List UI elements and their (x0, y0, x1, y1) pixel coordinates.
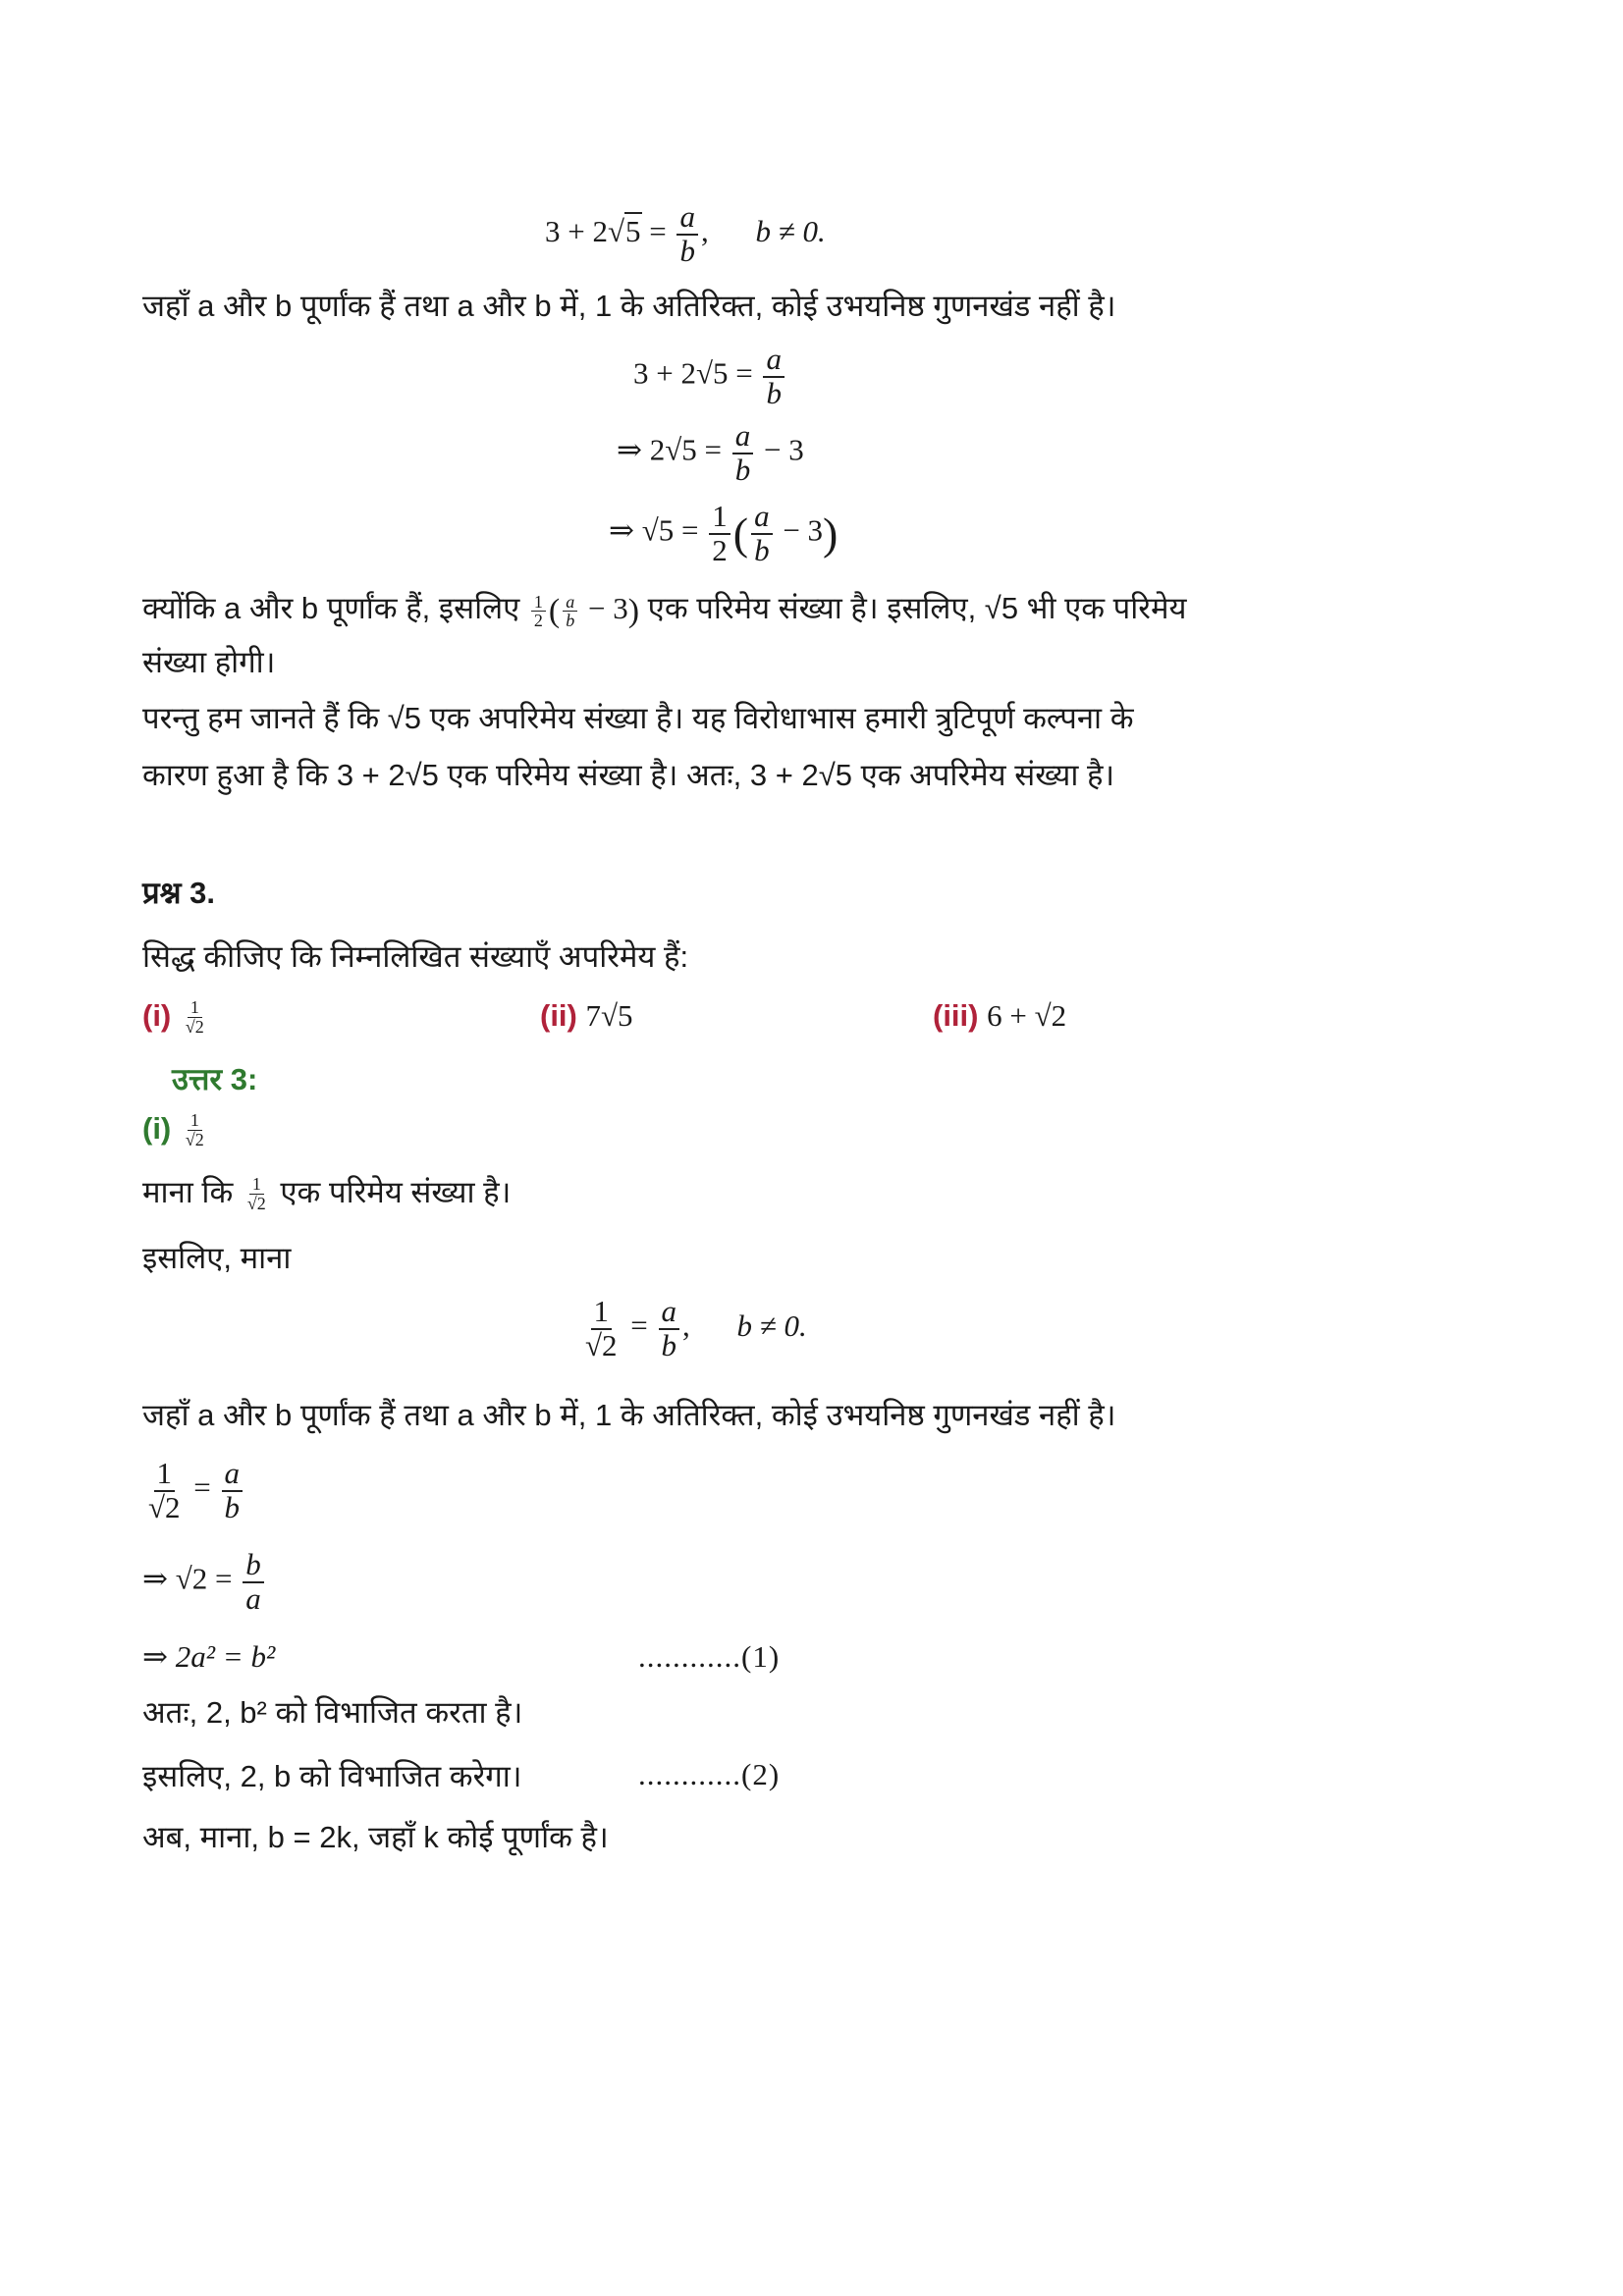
because-line-2: संख्या होगी। (142, 645, 276, 679)
derivation-step-2: ⇒ 2√5 = $\frac{a}{b}$ − 3 (617, 418, 804, 487)
answer-where-line: जहाँ a और b पूर्णांक हैं तथा a और b में, 1 के अतिरिक्त, कोई उभयनिष्ठ गुणनखंड नहीं है। (142, 1398, 1116, 1432)
question-part-iii: (iii) 6 + √2 (933, 998, 1067, 1033)
equation-condition: b ≠ 0. (755, 213, 826, 248)
but-line-1: परन्तु हम जानते हैं कि √5 एक अपरिमेय संख्या है। यह विरोधाभास हमारी त्रुटिपूर्ण कल्पना के (142, 701, 1134, 735)
answer-assumption-equation: $\frac{1}{√2}$ = $\frac{a}{b}$ , b ≠ 0. (585, 1294, 807, 1362)
therefore-suppose-line: इसलिए, माना (142, 1241, 292, 1275)
fraction-a-over-b: $\frac{a}{b}$ (676, 201, 698, 267)
divides-b-line: इसलिए, 2, b को विभाजित करेगा। (142, 1759, 522, 1793)
question-title: प्रश्न 3. (142, 876, 216, 910)
derivation-step-1: 3 + 2√5 = $\frac{a}{b}$ (633, 344, 787, 409)
divides-b2-line: अतः, 2, b² को विभाजित करता है। (142, 1695, 523, 1730)
question-part-ii: (ii) 7√5 (540, 998, 633, 1033)
equation-lhs: 3 + 2√5 = (545, 213, 667, 248)
answer-step-3: ⇒ 2a² = b² (142, 1639, 276, 1674)
where-line: जहाँ a और b पूर्णांक हैं तथा a और b में, 1 के अतिरिक्त, कोई उभयनिष्ठ गुणनखंड नहीं है। (142, 289, 1116, 323)
derivation-step-3: ⇒ √5 = $\frac{1}{2}$ ( $\frac{a}{b}$ − 3) (609, 499, 839, 567)
answer-step-1: $\frac{1}{√2}$ = $\frac{a}{b}$ (142, 1458, 245, 1523)
answer-step-2: ⇒ √2 = $\frac{b}{a}$ (142, 1549, 267, 1615)
suppose-line: माना कि $\frac{1}{√2}$ एक परिमेय संख्या है। (142, 1174, 512, 1214)
equation-ref-1: ............(1) (638, 1639, 781, 1674)
assumption-equation: 3 + 2√5 = $\frac{a}{b}$ , b ≠ 0. (545, 199, 826, 268)
equation-ref-2: ............(2) (638, 1757, 781, 1791)
answer-title: उत्तर 3: (172, 1062, 258, 1096)
answer-part-i-heading: (i) $\frac{1}{√2}$ (142, 1110, 204, 1150)
because-line-1: क्योंकि a और b पूर्णांक हैं, इसलिए $\frac{1}{2}$ ( $\frac{a}{b}$ − 3) एक परिमेय संख्या है। इसलिए, √5 भी एक परिमेय (142, 591, 1187, 631)
but-line-2: कारण हुआ है कि 3 + 2√5 एक परिमेय संख्या है। अतः, 3 + 2√5 एक अपरिमेय संख्या है। (142, 758, 1115, 792)
let-b-line: अब, माना, b = 2k, जहाँ k कोई पूर्णांक है। (142, 1820, 609, 1854)
question-part-i: (i) $\frac{1}{√2}$ (142, 997, 204, 1038)
question-prompt: सिद्ध कीजिए कि निम्नलिखित संख्याएँ अपरिमेय हैं: (142, 939, 689, 974)
